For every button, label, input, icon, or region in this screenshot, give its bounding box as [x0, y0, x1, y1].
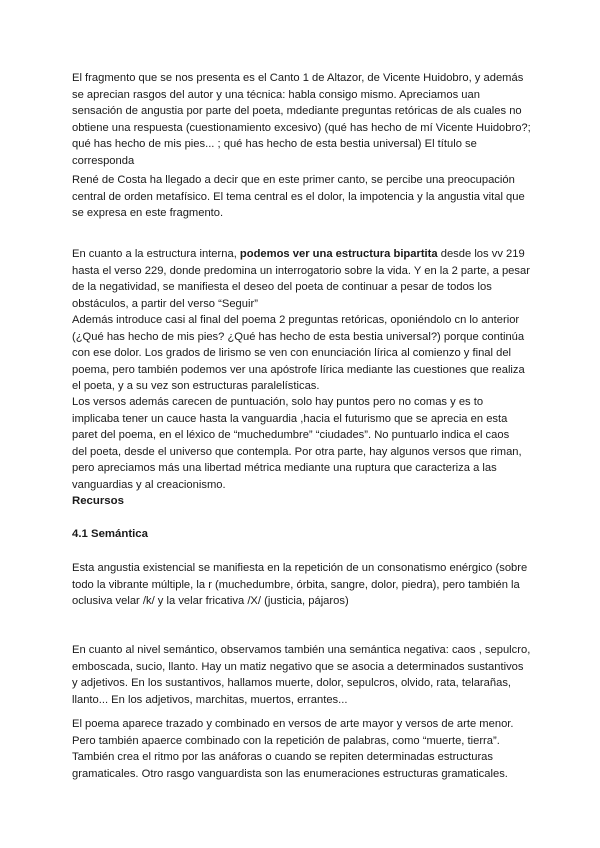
- paragraph-consonantismo: [72, 560, 540, 610]
- text-line: René de Costa ha llegado a decir que en este primer canto, se percibe una preocupación: [72, 174, 515, 186]
- text-line: (¿Qué has hecho de mis pies? ¿Qué has hecho de esta bestia universal?) porque continúa: [72, 330, 525, 343]
- paragraph-metrica: [72, 716, 540, 782]
- bold-text: podemos ver una estructura bipartita: [239, 248, 438, 260]
- text-line: También crea el ritmo por las anáforas o cuando se repiten determinadas estructuras: [72, 751, 493, 763]
- text-line: paret del poema, en el léxico de “muchedumbre” “ciudades”. No puntuarlo indica el caos: [72, 429, 510, 441]
- text-line: Además introduce casi al final del poema 2 preguntas retóricas, oponiéndolo cn lo anterior: [72, 314, 520, 326]
- text-line: emboscada, sucio, llanto. Hay un matiz negativo que se asocia a determinados sustantivos: [72, 660, 524, 673]
- paragraph-costa: [72, 172, 540, 222]
- text-line: oclusiva velar /k/ y la velar fricativa /X/ (justicia, pájaros): [72, 595, 349, 607]
- text-line: se aprecian rasgos del autor y una técnica: habla consigo mismo. Apreciamos uan: [72, 88, 480, 101]
- heading-semantica: 4.1 Semántica: [72, 528, 148, 540]
- text-line: vanguardias y al creacionismo.: [72, 478, 226, 491]
- text-line: obtiene una respuesta (cuestionamiento excesivo) (qué has hecho de mí Vicente Huidobro?;: [72, 121, 531, 134]
- paragraph-nivel-semantico: [72, 642, 540, 708]
- text-line: y adjetivos. En los sustantivos, hallamos muerte, dolor, sepulcros, olvido, rata, telarañas,: [72, 677, 512, 689]
- heading-recursos: Recursos: [72, 495, 124, 507]
- text-line: Los versos además carecen de puntuación, solo hay puntos pero no comas y es to: [72, 396, 484, 408]
- text-line: llanto... En los adjetivos, marchitas, muertos, errantes...: [72, 693, 348, 706]
- text-line: Pero también apaerce combinado con la repetición de palabras, como “muerte, tierra”.: [72, 734, 500, 747]
- text-line: qué has hecho de mis pies... ; qué has hecho de esta bestia universal) El título se: [72, 138, 477, 150]
- text-line: pero apreciamos más una libertad métrica mediante una ruptura que caracteriza a las: [72, 462, 497, 474]
- paragraph-estructura: [72, 246, 540, 395]
- text-line: sensación de angustia por parte del poeta, mdediante preguntas retóricas de als cuales no: [72, 105, 522, 117]
- text-line: hasta el verso 229, donde predomina un interrogatorio sobre la vida. Y en la 2 parte, a pesar: [72, 264, 530, 277]
- text-line: Esta angustia existencial se manifiesta en la repetición de un consonatismo enérgico (sobre: [72, 562, 528, 574]
- text-line: poema, pero también podemos ver una apóstrofe lírica mediante las cuestiones que realiza: [72, 363, 525, 376]
- text-run: En cuanto a la estructura interna,: [72, 248, 240, 260]
- text-line: de la negatividad, se manifiesta el deseo del poeta de continuar a pesar de todos los: [72, 281, 492, 293]
- text-line: del poeta, desde el universo que contempla. Por otra parte, hay algunos versos que riman,: [72, 445, 522, 458]
- text-line: el poeta, y a su vez son estructuras paralelísticas.: [72, 380, 320, 392]
- text-line: corresponda: [72, 154, 135, 167]
- text-line: implicaba tener un cauce hasta la vanguardia ,hacia el futurismo que se aprecia en esta: [72, 412, 508, 425]
- text-line: En cuanto al nivel semántico, observamos también una semántica negativa: caos , sepulcro,: [72, 644, 531, 656]
- paragraph-puntuacion: [72, 394, 540, 493]
- text-line: todo la vibrante múltiple, la r (muchedumbre, órbita, sangre, dolor, piedra), pero también la: [72, 578, 520, 591]
- text-line: se expresa en este fragmento.: [72, 207, 224, 219]
- text-line: El fragmento que se nos presenta es el Canto 1 de Altazor, de Vicente Huidobro, y además: [72, 72, 524, 84]
- text-line: obstáculos, a partir del verso “Seguir”: [72, 297, 258, 310]
- text-line: central de orden metafísico. El tema central es el dolor, la impotencia y la angustia vital que: [72, 190, 525, 203]
- text-line: con ese dolor. Los grados de lirismo se ven con enunciación lírica al comienzo y final del: [72, 347, 512, 359]
- text-line: [72, 246, 540, 263]
- text-line: El poema aparece trazado y combinado en versos de arte mayor y versos de arte menor.: [72, 718, 514, 730]
- paragraph-intro: [72, 70, 540, 169]
- text-line: gramaticales. Otro rasgo vanguardista son las enumeraciones estructuras gramaticales.: [72, 767, 508, 780]
- text-run: desde los vv 219: [437, 248, 525, 260]
